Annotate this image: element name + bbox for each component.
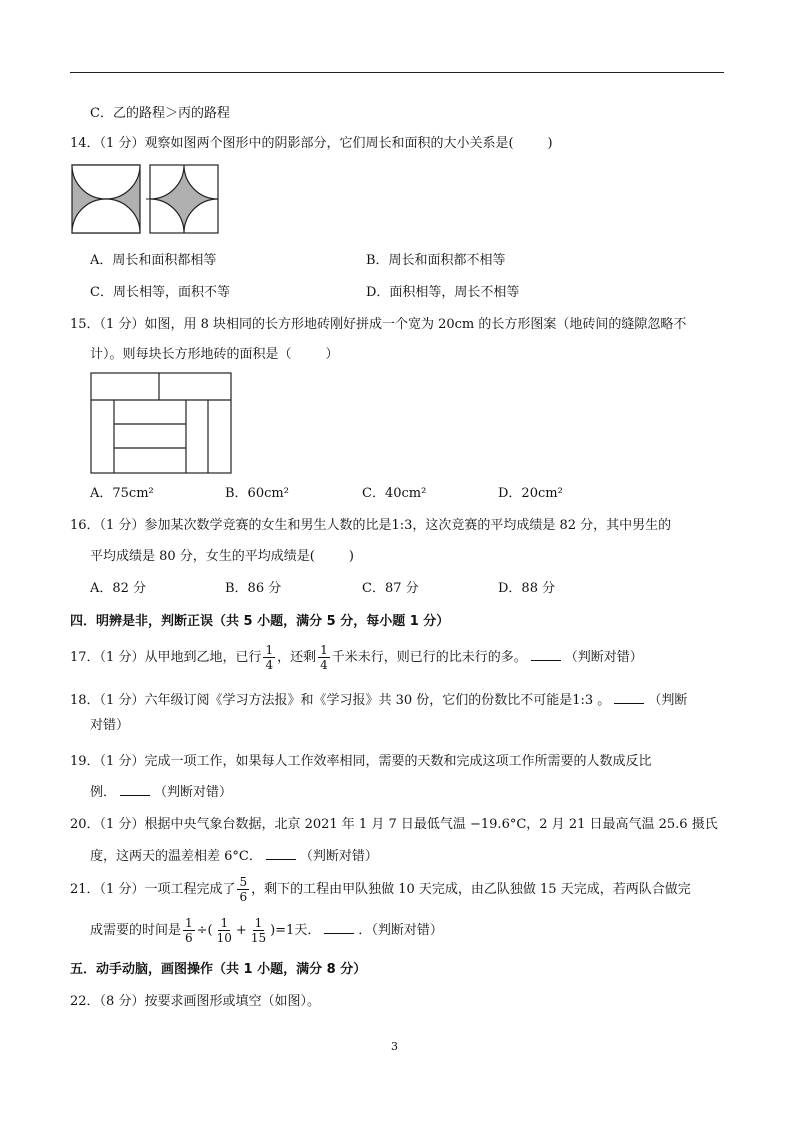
q16-line2 <box>90 547 750 567</box>
q21-tail: ．（判断对错） <box>358 923 443 938</box>
q21-text-c: 成需要的时间是 <box>90 923 182 938</box>
q17-text-b: ，还剩 <box>277 650 317 665</box>
q14-option-b[interactable]: B．周长和面积都不相等 <box>366 253 506 268</box>
q14-close-paren: ) <box>547 136 553 151</box>
q19-line1: 19．（1 分）完成一项工作，如果每人工作效率相同，需要的天数和完成这项工作所需要的人数成反比 <box>70 754 652 769</box>
q16-option-a[interactable]: A．82 分 <box>90 581 147 596</box>
q14-option-d[interactable]: D．面积相等，周长不相等 <box>366 285 520 300</box>
q15-tile-figure <box>90 372 234 476</box>
q18-line2: 对错） <box>90 718 130 733</box>
q19-tail: （判断对错） <box>154 785 233 800</box>
q16-line2-text: 平均成绩是 80 分，女生的平均成绩是( <box>90 549 315 564</box>
q16-option-d[interactable]: D．88 分 <box>498 581 556 596</box>
q14-figures <box>70 163 230 241</box>
q15-option-d[interactable]: D．20cm² <box>498 486 563 501</box>
q21-f-num: 5 <box>239 875 248 889</box>
q17-f1-num: 1 <box>265 643 274 657</box>
q21-expr-frac1 <box>183 916 195 945</box>
q20-line1: 20．（1 分）根据中央气象台数据，北京 2021 年 1 月 7 日最低气温 −19.6°C，2 月 21 日最高气温 25.6 摄氏 <box>70 817 718 832</box>
q14-option-a[interactable]: A．周长和面积都相等 <box>90 253 217 268</box>
q21-expr-div: ÷( <box>196 923 213 938</box>
q19-line2 <box>90 782 750 803</box>
q21-fraction <box>237 875 249 904</box>
q21-expr-end: )=1天． <box>270 923 321 938</box>
q20-line2 <box>90 846 750 867</box>
q14-option-c[interactable]: C．周长相等，面积不等 <box>90 285 230 300</box>
q17-tail: （判断对错） <box>564 650 643 665</box>
q14-figure-left <box>72 165 140 233</box>
q17-text-a: 17．（1 分）从甲地到乙地，已行 <box>70 650 262 665</box>
q21-e3-den: 10 <box>216 931 232 945</box>
q14-stem <box>70 134 730 154</box>
q22-stem: 22．（8 分）按要求画图形或填空（如图）。 <box>70 994 320 1009</box>
q21-answer-blank[interactable] <box>324 920 354 934</box>
section4-heading: 四．明辨是非，判断正误（共 5 小题，满分 5 分，每小题 1 分） <box>70 614 450 629</box>
q16-line1: 16．（1 分）参加某次数学竞赛的女生和男生人数的比是1:3，这次竞赛的平均成绩是 82 分，其中男生的 <box>70 518 672 533</box>
q21-expr-frac2 <box>215 916 234 945</box>
q20-tail: （判断对错） <box>299 849 378 864</box>
q21-e5-num: 1 <box>254 916 263 930</box>
q13-option-c: C．乙的路程＞丙的路程 <box>90 106 230 121</box>
q21-line1 <box>70 875 730 904</box>
header-rule <box>70 72 724 73</box>
q15-line2-text: 计）。则每块长方形地砖的面积是（ <box>90 347 292 362</box>
q15-option-c[interactable]: C．40cm² <box>362 486 427 501</box>
q16-close-paren: ) <box>348 549 354 564</box>
q14-figure-right <box>146 165 218 233</box>
q15-line2 <box>90 345 750 365</box>
q15-line1: 15．（1 分）如图，用 8 块相同的长方形地砖刚好拼成一个宽为 20cm 的长方形图案（地砖间的缝隙忽略不 <box>70 317 687 332</box>
q17-fraction-1 <box>263 643 275 672</box>
q19-line2-text: 例． <box>90 785 117 800</box>
q15-close-paren: ） <box>325 347 339 362</box>
q17-f2-num: 1 <box>320 643 328 657</box>
q17-text-c: 千米未行，则已行的比未行的多。 <box>331 650 527 665</box>
q21-line2 <box>90 916 750 946</box>
q21-f-den: 6 <box>239 890 248 904</box>
q16-option-c[interactable]: C．87 分 <box>362 581 419 596</box>
q18-line1 <box>70 690 730 711</box>
q20-answer-blank[interactable] <box>266 846 296 860</box>
q21-e3-num: 1 <box>220 916 229 930</box>
q18-tail: （判断 <box>648 693 688 708</box>
section5-heading: 五．动手动脑，画图操作（共 1 小题，满分 8 分） <box>70 962 367 977</box>
q21-text-b: ，剩下的工程由甲队独做 10 天完成，由乙队独做 15 天完成，若两队合做完 <box>251 882 691 897</box>
q21-e1-num: 1 <box>185 916 193 930</box>
q18-line1-text: 18．（1 分）六年级订阅《学习方法报》和《学习报》共 30 份，它们的份数比不可能是1:3 。 <box>70 693 611 708</box>
q21-e1-den: 6 <box>185 931 193 945</box>
q19-answer-blank[interactable] <box>120 782 150 796</box>
q21-expr-frac3 <box>249 916 268 945</box>
q14-stem-text: 14．（1 分）观察如图两个图形中的阴影部分，它们周长和面积的大小关系是( <box>70 136 514 151</box>
q17-answer-blank[interactable] <box>531 647 561 661</box>
q21-expr-plus: + <box>235 923 247 938</box>
q15-option-a[interactable]: A．75cm² <box>90 486 154 501</box>
q21-e5-den: 15 <box>250 931 267 945</box>
q17-f2-den: 4 <box>320 658 328 672</box>
q15-option-b[interactable]: B．60cm² <box>225 486 289 501</box>
q17 <box>70 643 730 672</box>
q18-answer-blank[interactable] <box>614 690 644 704</box>
q17-f1-den: 4 <box>265 658 274 672</box>
page-number: 3 <box>391 1040 398 1053</box>
q17-fraction-2 <box>318 643 330 672</box>
q21-text-a: 21．（1 分）一项工程完成了 <box>70 882 236 897</box>
q20-line2-text: 度，这两天的温差相差 6°C． <box>90 849 262 864</box>
q16-option-b[interactable]: B．86 分 <box>225 581 282 596</box>
